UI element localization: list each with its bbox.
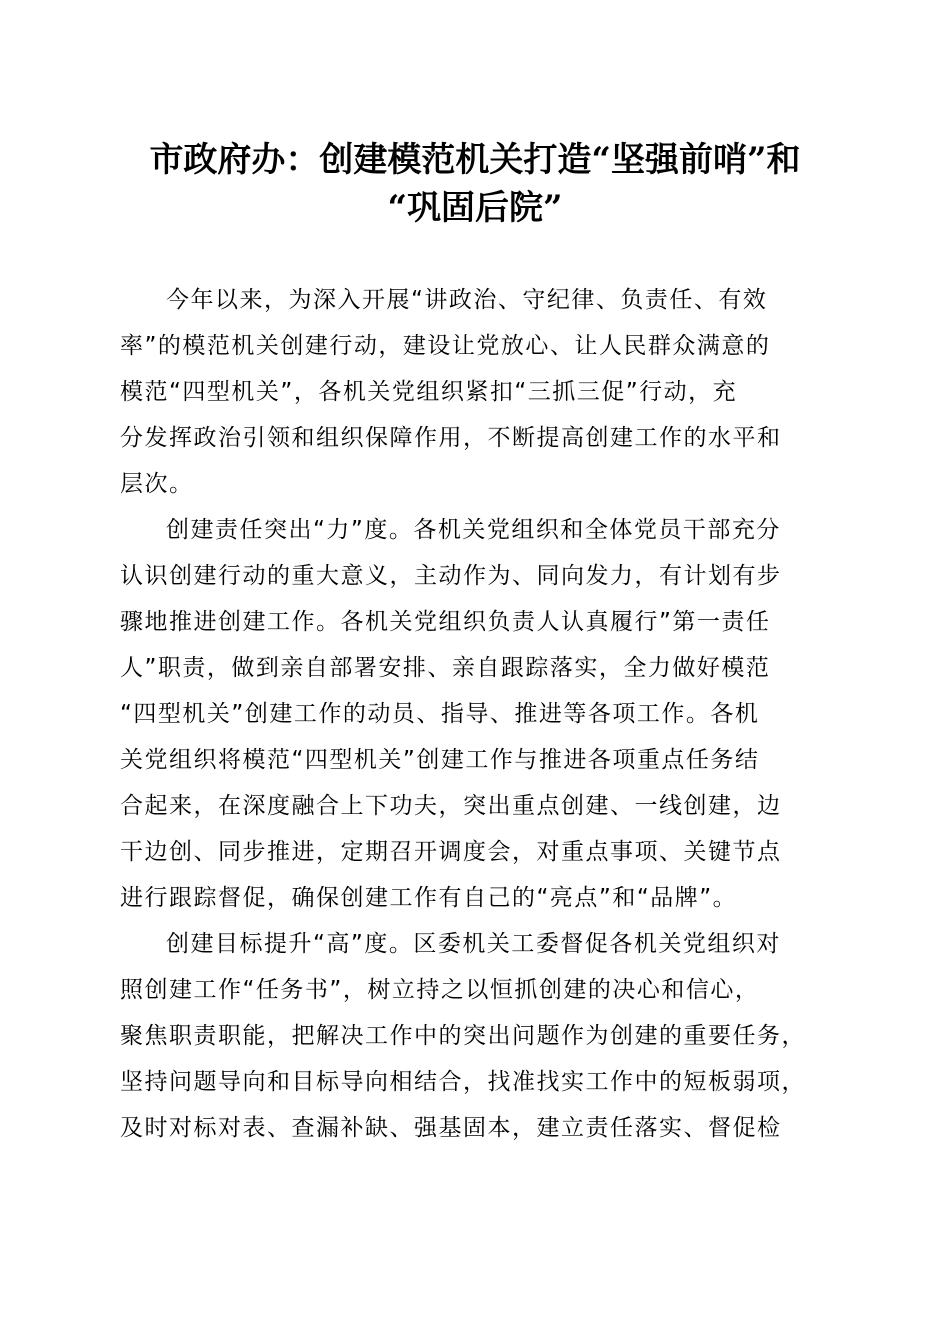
paragraph-line: 今年以来，为深入开展“讲政治、守纪律、负责任、有效 bbox=[166, 287, 768, 313]
paragraph-line: 关党组织将模范“四型机关”创建工作与推进各项重点任务结 bbox=[120, 747, 760, 773]
paragraph-line: 认识创建行动的重大意义，主动作为、同向发力，有计划有步 bbox=[120, 563, 782, 589]
paragraph-line: 率”的模范机关创建行动，建设让党放心、让人民群众满意的 bbox=[120, 333, 771, 359]
paragraph-line: 坚持问题导向和目标导向相结合，找准找实工作中的短板弱项， bbox=[120, 1069, 806, 1095]
paragraph-line: 照创建工作“任务书”，树立持之以恒抓创建的决心和信心， bbox=[120, 977, 760, 1003]
paragraph-line: “四型机关”创建工作的动员、指导、推进等各项工作。各机 bbox=[120, 701, 760, 727]
paragraph-line: 创建责任突出“力”度。各机关党组织和全体党员干部充分 bbox=[166, 517, 781, 543]
title-line: “巩固后院” bbox=[387, 188, 563, 228]
paragraph-3 bbox=[120, 921, 836, 1151]
paragraph-line: 干边创、同步推进，定期召开调度会，对重点事项、关键节点 bbox=[120, 839, 782, 865]
paragraph-1 bbox=[120, 277, 836, 507]
paragraph-line: 及时对标对表、查漏补缺、强基固本，建立责任落实、督促检 bbox=[120, 1115, 782, 1141]
document-body bbox=[120, 277, 836, 1151]
paragraph-line: 人”职责，做到亲自部署安排、亲自跟踪落实，全力做好模范 bbox=[120, 655, 771, 681]
paragraph-line: 进行跟踪督促，确保创建工作有自己的“亮点”和“品牌”。 bbox=[120, 885, 738, 911]
paragraph-line: 分发挥政治引领和组织保障作用，不断提高创建工作的水平和 bbox=[120, 425, 782, 451]
paragraph-line: 创建目标提升“高”度。区委机关工委督促各机关党组织对 bbox=[166, 931, 781, 957]
paragraph-line: 合起来，在深度融合上下功夫，突出重点创建、一线创建，边 bbox=[120, 793, 782, 819]
paragraph-line: 模范“四型机关”，各机关党组织紧扣“三抓三促”行动，充 bbox=[120, 379, 738, 405]
document-title bbox=[110, 136, 840, 232]
paragraph-line: 层次。 bbox=[120, 471, 194, 497]
paragraph-2 bbox=[120, 507, 836, 921]
paragraph-line: 骤地推进创建工作。各机关党组织负责人认真履行”第一责任 bbox=[120, 609, 771, 635]
paragraph-line: 聚焦职责职能，把解决工作中的突出问题作为创建的重要任务， bbox=[120, 1023, 806, 1049]
title-line: 市政府办：创建模范机关打造“坚强前哨”和 bbox=[149, 140, 801, 180]
